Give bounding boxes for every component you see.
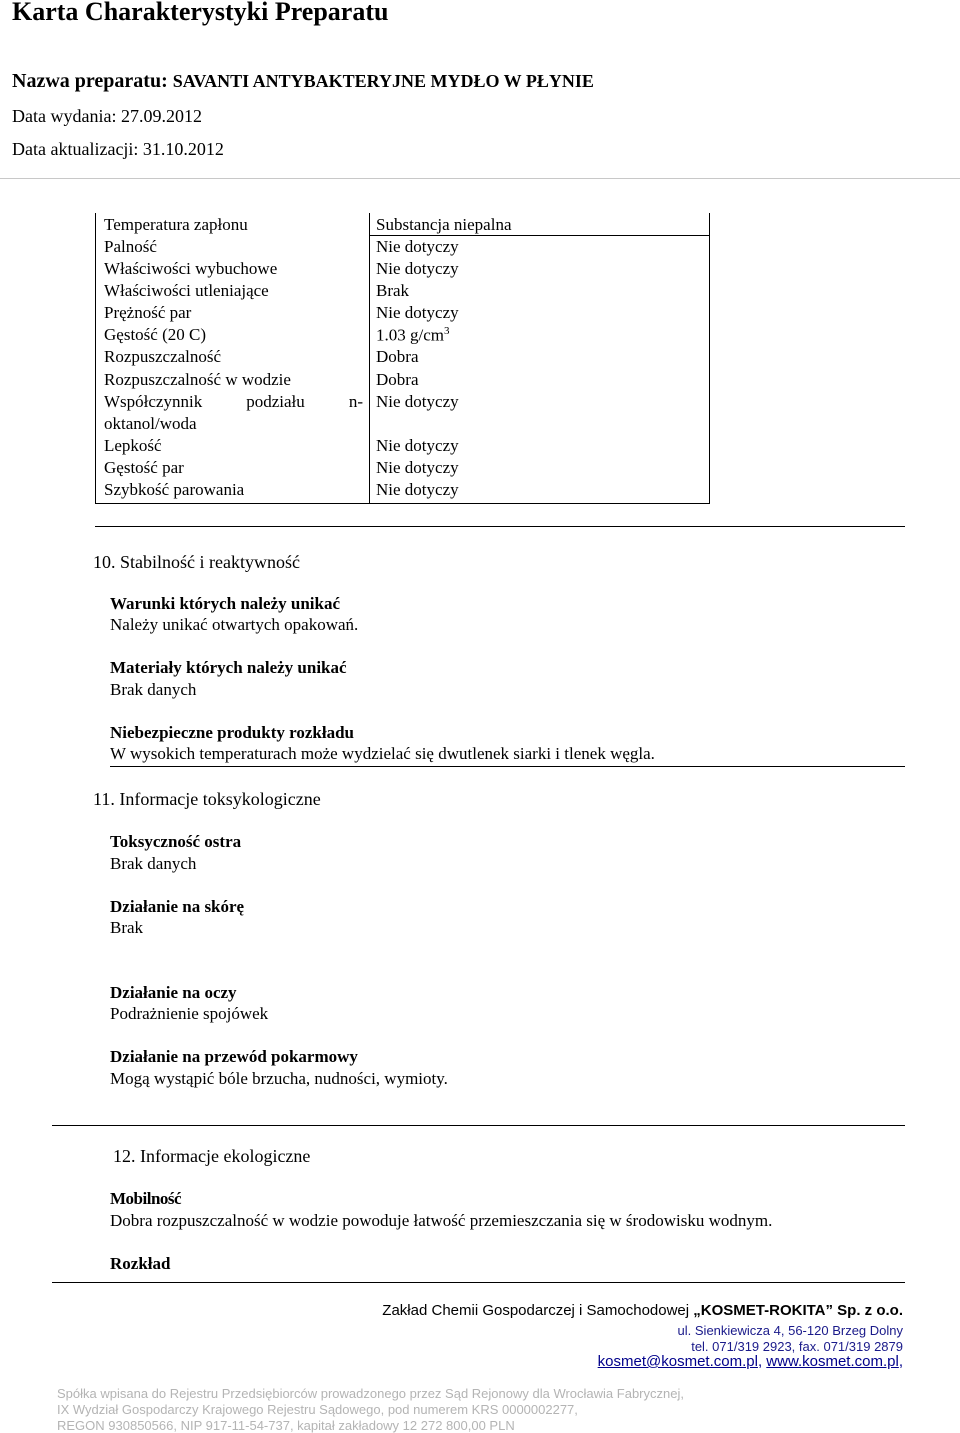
table-row-label: Właściwości wybuchowe: [104, 259, 278, 278]
section-10-subheading: Warunki których należy unikać: [110, 594, 341, 613]
footer-company-prefix: Zakład Chemii Gospodarczej i Samochodowej: [382, 1302, 690, 1319]
section-11-subheading: Działanie na skórę: [110, 897, 245, 916]
table-row-value: Nie dotyczy: [376, 259, 459, 278]
section-11-text: Brak danych: [110, 854, 197, 873]
section-10-heading: 10. Stabilność i reaktywność: [93, 552, 300, 572]
table-row-label: Szybkość parowania: [104, 480, 245, 499]
document-title: Karta Charakterystyki Preparatu: [12, 0, 389, 26]
table-row-label: Rozpuszczalność w wodzie: [104, 370, 291, 389]
table-row-label: Palność: [104, 237, 157, 256]
section-12-subheading: Rozkład: [110, 1254, 171, 1273]
section-11-subheading: Działanie na oczy: [110, 983, 237, 1002]
label-word: podziału: [246, 392, 305, 411]
table-row-value: Brak: [376, 281, 410, 300]
footer-company-name: „KOSMET-ROKITA” Sp. z o.o.: [693, 1302, 903, 1319]
table-row-label: Prężność par: [104, 303, 192, 322]
preparation-name: [12, 70, 594, 93]
section-divider: [95, 526, 905, 527]
table-row-value: Substancja niepalna: [376, 215, 512, 234]
header-divider: [0, 178, 960, 179]
issue-date: Data wydania: 27.09.2012: [12, 106, 202, 126]
table-row-value: Nie dotyczy: [376, 436, 459, 455]
section-11-text: Brak: [110, 918, 144, 937]
section-11-subheading: Działanie na przewód pokarmowy: [110, 1047, 358, 1066]
update-date: Data aktualizacji: 31.10.2012: [12, 139, 224, 159]
section-divider: [110, 766, 905, 767]
table-column-divider: [369, 213, 370, 503]
density-value: 1.03 g/cm: [376, 325, 444, 345]
footer-links: kosmet@kosmet.com.pl, www.kosmet.com.pl,: [597, 1353, 903, 1370]
section-12-subheading: Mobilność: [110, 1189, 182, 1208]
table-row-value: Nie dotyczy: [376, 303, 459, 322]
table-row-label: Gęstość par: [104, 458, 184, 477]
footer-address: ul. Sienkiewicza 4, 56-120 Brzeg Dolny: [677, 1323, 903, 1338]
table-row-value: Dobra: [376, 347, 419, 366]
table-top-border: [369, 235, 709, 236]
footer-company: [382, 1302, 903, 1319]
registry-line: IX Wydział Gospodarczy Krajowego Rejestru Sądowego, pod numerem KRS 0000002277,: [57, 1402, 578, 1417]
table-row-label: Lepkość: [104, 436, 162, 455]
footer-divider: [52, 1282, 905, 1283]
density-exponent: 3: [444, 325, 450, 337]
preparation-label: Nazwa preparatu:: [12, 70, 168, 92]
table-row-value: Dobra: [376, 370, 419, 389]
label-word: n-: [348, 392, 363, 411]
table-row-label: Rozpuszczalność: [104, 347, 222, 366]
table-row-value: Nie dotyczy: [376, 458, 459, 477]
table-row-label: Gęstość (20 C): [104, 325, 206, 344]
table-row-value: [376, 325, 450, 346]
section-12-heading: 12. Informacje ekologiczne: [113, 1146, 311, 1166]
footer-phone: tel. 071/319 2923, fax. 071/319 2879: [691, 1339, 903, 1354]
section-11-text: Mogą wystąpić bóle brzucha, nudności, wymioty.: [110, 1069, 448, 1088]
section-10-text: Należy unikać otwartych opakowań.: [110, 615, 359, 634]
table-row-label-continued: oktanol/woda: [104, 414, 197, 433]
section-12-text: Dobra rozpuszczalność w wodzie powoduje łatwość przemieszczania się w środowisku wodnym.: [110, 1211, 773, 1230]
section-10-subheading: Materiały których należy unikać: [110, 658, 347, 677]
table-row-label: Właściwości utleniające: [104, 281, 269, 300]
table-row-value: Nie dotyczy: [376, 392, 459, 411]
registry-line: REGON 930850566, NIP 917-11-54-737, kapitał zakładowy 12 272 800,00 PLN: [57, 1418, 515, 1433]
section-10-text: Brak danych: [110, 680, 197, 699]
registry-line: Spółka wpisana do Rejestru Przedsiębiorców prowadzonego przez Sąd Rejonowy dla Wrocławia Fabrycznej,: [57, 1386, 684, 1401]
preparation-value: SAVANTI ANTYBAKTERYJNE MYDŁO W PŁYNIE: [172, 71, 594, 91]
section-10-text: W wysokich temperaturach może wydzielać się dwutlenek siarki i tlenek węgla.: [110, 744, 655, 763]
website-link[interactable]: www.kosmet.com.pl: [766, 1353, 899, 1370]
section-10-subheading: Niebezpieczne produkty rozkładu: [110, 723, 354, 742]
section-11-subheading: Toksyczność ostra: [110, 832, 242, 851]
label-word: Współczynnik: [104, 392, 203, 411]
table-row-label: [104, 392, 363, 412]
section-11-text: Podrażnienie spojówek: [110, 1004, 269, 1023]
table-row-value: Nie dotyczy: [376, 480, 459, 499]
section-11-heading: 11. Informacje toksykologiczne: [93, 789, 321, 809]
table-row-label: Temperatura zapłonu: [104, 215, 248, 234]
section-divider: [52, 1125, 905, 1126]
table-row-value: Nie dotyczy: [376, 237, 459, 256]
email-link[interactable]: kosmet@kosmet.com.pl: [597, 1353, 758, 1370]
properties-table: [95, 213, 710, 504]
